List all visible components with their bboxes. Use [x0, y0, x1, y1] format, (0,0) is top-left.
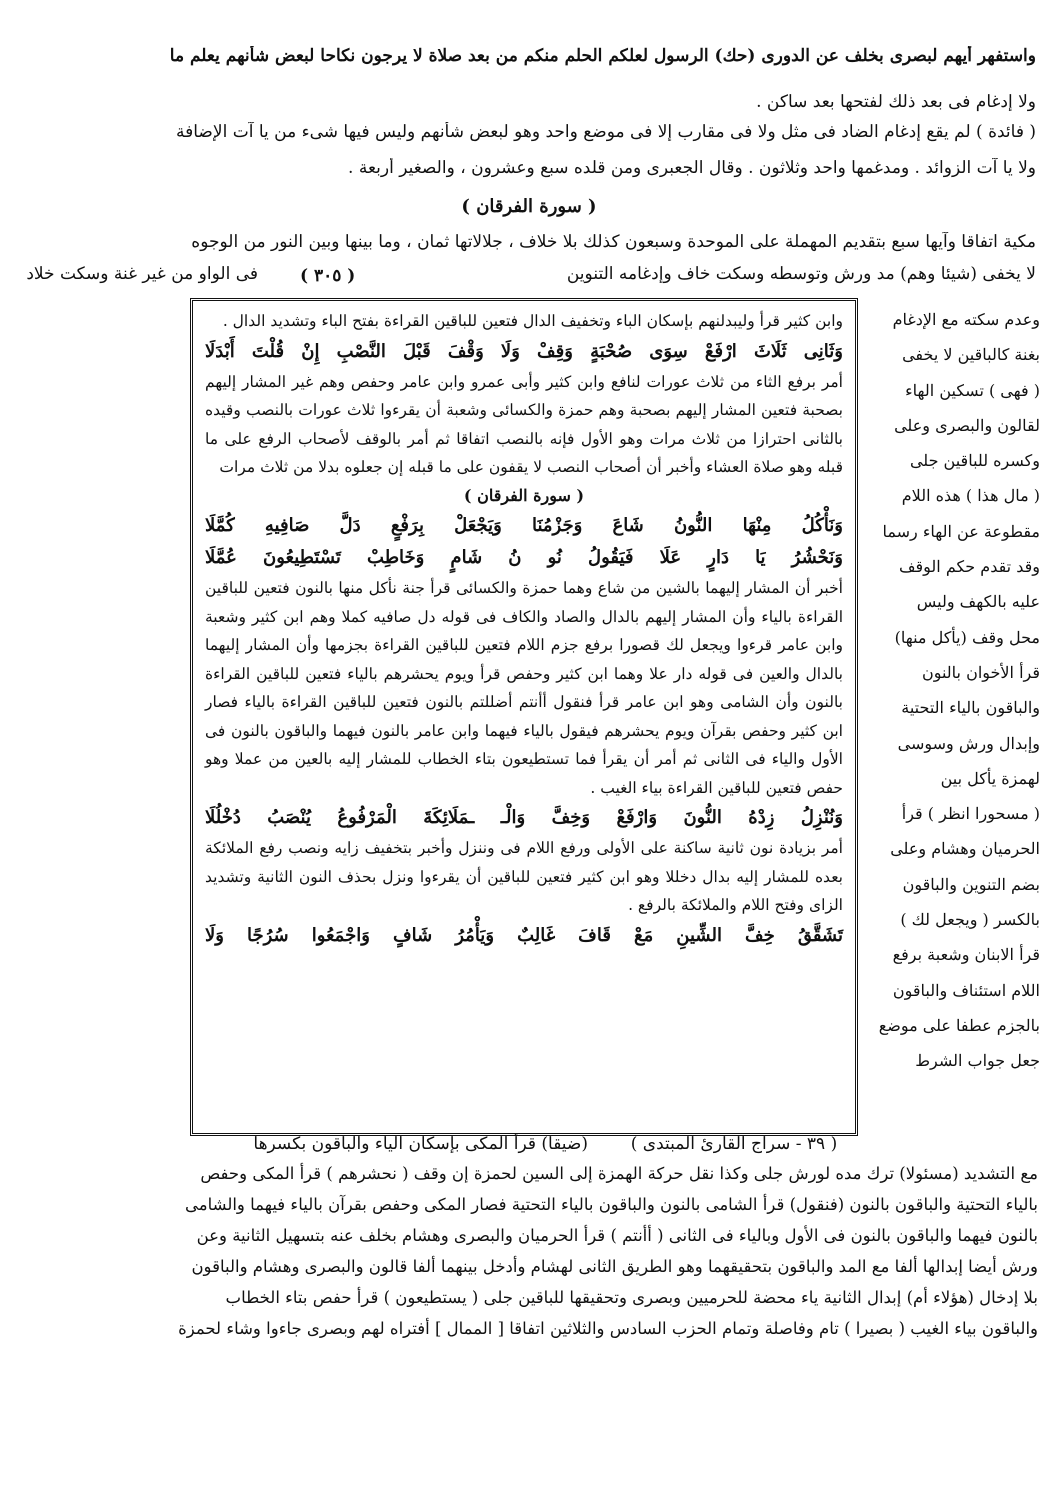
bottom-line: بالياء التحتية والباقون بالنون (فنقول) قرأ الشامى بالنون والباقون بالياء التحتية فصار المكى وحفص بقرآن بالياء فيهما والشامى: [184, 1195, 1038, 1214]
top-line-6-left: فى الواو من غير غنة وسكت خلاد: [26, 264, 258, 284]
top-line-5: مكية اتفاقا وآيها سبع بتقديم المهملة على الموحدة وسبعون كذلك بلا خلاف ، جلالاتها ثمان ، وما بينها وبين النور من الوجوه: [191, 232, 1036, 252]
side-line: بالجزم عطفا على موضع: [878, 1015, 1040, 1035]
side-line: وكسره للباقين جلى: [909, 451, 1040, 471]
side-line: مقطوعة عن الهاء رسما: [882, 521, 1040, 541]
side-last-line: (ضيقا) قرأ المكى بإسكان الياء والباقون بكسرها: [253, 1134, 588, 1154]
bottom-line: بلا إدخال (هؤلاء أم) إبدال الثانية ياء محضة للحرميين وبصرى وتحقيقها للباقين جلى ( يستطيعون ) قرأ حفص بتاء الخطاب: [225, 1288, 1038, 1307]
page-number: ( ٣٠٥ ): [300, 266, 356, 286]
side-line: والباقون بالياء التحتية: [901, 698, 1040, 718]
side-line: قرأ الابنان وشعبة برفع: [892, 945, 1040, 965]
side-line: ( مال هذا ) هذه اللام: [901, 486, 1040, 506]
verse-1: وَثَانِى ثَلَاثَ ارْفَعْ سِوَى صُحْبَةٍ وَقِفْ وَلَا وَقْفَ قَبْلَ النَّصْبِ إِنْ قُلْتَ أَبْدَلَا: [205, 340, 843, 362]
side-line: محل وقف (يأكل منها): [894, 627, 1040, 647]
side-line: بضم التنوين والباقون: [902, 874, 1040, 894]
side-line: عليه بالكهف وليس: [916, 592, 1040, 612]
main-text-box: [190, 298, 858, 1136]
top-line-4: ولا يا آت الزوائد . ومدغمها واحد وثلاثون . وقال الجعبرى ومن قلده سبع وعشرون ، والصغير أربعة .: [348, 158, 1036, 178]
box-paragraph-4: أمر بزيادة نون ثانية ساكنة على الأولى ورفع اللام فى وننزل وأخبر بتخفيف زايه ونصب رفع الملائكة بعده للمشار إليه بدال دخللا وهو ابن كثير فتعين للباقين أن يقرءوا ونزل بحذف النون الثانية وتشديد الزاى وفتح اللام والملائكة بالرفع .: [205, 839, 843, 914]
side-line: جعل جواب الشرط: [915, 1051, 1040, 1071]
side-line: اللام استئناف والباقون: [892, 980, 1040, 1000]
surah-title: ( سورة الفرقان ): [461, 196, 597, 217]
bottom-line: مع التشديد (مسئولا) ترك مده لورش جلى وكذا نقل حركة الهمزة إلى السين لحمزة إن وقف ( نحشرهم ) قرأ المكى وحفص: [200, 1164, 1038, 1183]
side-line: ( فهى ) تسكين الهاء: [905, 380, 1040, 400]
side-line: وقد تقدم حكم الوقف: [898, 557, 1040, 577]
book-footer-label: ( ٣٩ - سراج القارئ المبتدى ): [630, 1134, 838, 1154]
box-surah-heading: ( سورة الفرقان ): [463, 485, 585, 505]
verse-2: وَنَأْكُلُ مِنْهَا النُّونُ شَاعَ وَجَزْمُنَا وَيَجْعَلْ بِرَفْعٍ دَلَّ صَافِيهِ كُمَّلَا: [205, 515, 843, 536]
side-line: بغنة كالباقين لا يخفى: [902, 345, 1040, 365]
verse-3: وَنَحْشُرُ يَا دَارٍ عَلَا فَيَقُولُ نُو نُ شَامٍ وَخَاطِبْ تَسْتَطِيعُونَ عُمَّلَا: [205, 547, 843, 568]
box-paragraph-2: أمر برفع الثاء من ثلاث عورات لنافع وابن كثير وأبى عمرو وابن عامر وحفص وهم غير المشار إليهم بصحبة فتعين المشار إليهم بصحبة وهم حمزة والكسائى وشعبة أن يقرءوا ثلاث عورات بالنصب وقيده بالثانى احترازا من ثلاث مرات وهو الأول فإنه بالنصب اتفاقا ثم أمر بالوقف لأصحاب الرفع على ما قبله وهو صلاة العشاء وأخبر أن أصحاب النصب لا يقفون على ما قبله إن جعلوه بدلا من ثلاث مرات: [205, 372, 843, 476]
bottom-line: والباقون بياء الغيب ( بصيرا ) تام وفاصلة وتمام الحزب السادس والثلاثين اتفاقا [ الممال ] أفتراه لهم وبصرى جاءوا وشاء لحمزة: [178, 1319, 1038, 1338]
side-line: ( مسحورا انظر ) قرأ: [901, 804, 1040, 824]
side-line: لهمزة يأكل بين: [940, 768, 1040, 788]
side-line: بالكسر ( ويجعل لك ): [900, 910, 1040, 930]
bottom-line: بالنون فيهما والباقون بالنون فى الأول وبالياء فى الثانى ( أأنتم ) قرأ الحرميان والبصرى وهشام بخلف عنه بتسهيل الثانية وعن: [196, 1226, 1038, 1245]
top-line-1: واستفهر أيهم لبصرى بخلف عن الدورى (حك) الرسول لعلكم الحلم منكم من بعد صلاة لا يرجون نكاحا لبعض شأنهم يعلم ما: [169, 46, 1036, 66]
top-line-6-right: لا يخفى (شيئا وهم) مد ورش وتوسطه وسكت خاف وإدغامه التنوين: [566, 264, 1036, 284]
side-line: قرأ الأخوان بالنون: [921, 662, 1040, 682]
box-paragraph-1: وابن كثير قرأ وليبدلنهم بإسكان الباء وتخفيف الدال فتعين للباقين القراءة بفتح الباء وتشديد الدال .: [222, 312, 843, 330]
verse-4: وَنُنْزِلُ زِدْهُ النُّونَ وَارْفَعْ وَخِفَّ وَالْـ ـمَلَائِكَةَ الْمَرْفُوعُ يُنْصَبُ دُخْلُلَا: [205, 807, 843, 828]
side-commentary: [870, 302, 1040, 1142]
side-line: لقالون والبصرى وعلى: [894, 415, 1040, 435]
side-line: وإبدال ورش وسوسى: [897, 733, 1040, 753]
box-paragraph-3: أخبر أن المشار إليهما بالشين من شاع وهما حمزة والكسائى قرأ جنة نأكل منها بالنون فتعين للباقين القراءة بالياء وأن المشار إليهم بالدال والصاد والكاف فى قوله دل صافيه كملا وهم ابن كثير وشعبة وابن عامر قرءوا ويجعل لك قصورا برفع جزم اللام فتعين للباقين القراءة بجزمها وأن المشار إليهما بالدال والعين فى قوله دار علا وهما ابن كثير وحفص قرأ ويوم يحشرهم بالياء فتعين للباقين القراءة بالنون وأن الشامى وهو ابن عامر قرأ فنقول أأنتم أضللتم بالنون فتعين للباقين القراءة بالياء فصار ابن كثير وحفص بقرآن ويوم يحشرهم فيقول بالياء فيهما وابن عامر بالنون فيهما والباقون بالنون فى الأول والياء فى الثانى ثم أمر أن يقرأ فما تستطيعون بتاء الخطاب للمشار إليه بالعين من عملا وهو حفص فتعين للباقين القراءة بياء الغيب .: [205, 579, 843, 797]
top-line-2: ولا إدغام فى بعد ذلك لفتحها بعد ساكن .: [756, 92, 1036, 112]
side-line: وعدم سكته مع الإدغام: [892, 310, 1040, 329]
bottom-line: ورش أيضا إبدالها ألفا مع المد والباقون بتحقيقهما وهو الطريق الثانى لهشام وأدخل بينهما ألفا قالون والبصرى وهشام والباقون: [191, 1257, 1038, 1276]
top-line-3: ( فائدة ) لم يقع إدغام الضاد فى مثل ولا فى مقارب إلا فى موضع واحد وهو لبعض شأنهم وليس فيها شىء من يا آت الإضافة: [176, 122, 1036, 142]
verse-5: تَشَقَّقُ خِفَّ الشِّينِ مَعْ قَافَ غَالِبٌ وَيَأْمُرُ شَافٍ وَاجْمَعُوا سُرُجًا وَلَا: [205, 924, 843, 946]
side-line: الحرميان وهشام وعلى: [890, 839, 1040, 859]
bottom-commentary: [18, 1158, 1038, 1344]
